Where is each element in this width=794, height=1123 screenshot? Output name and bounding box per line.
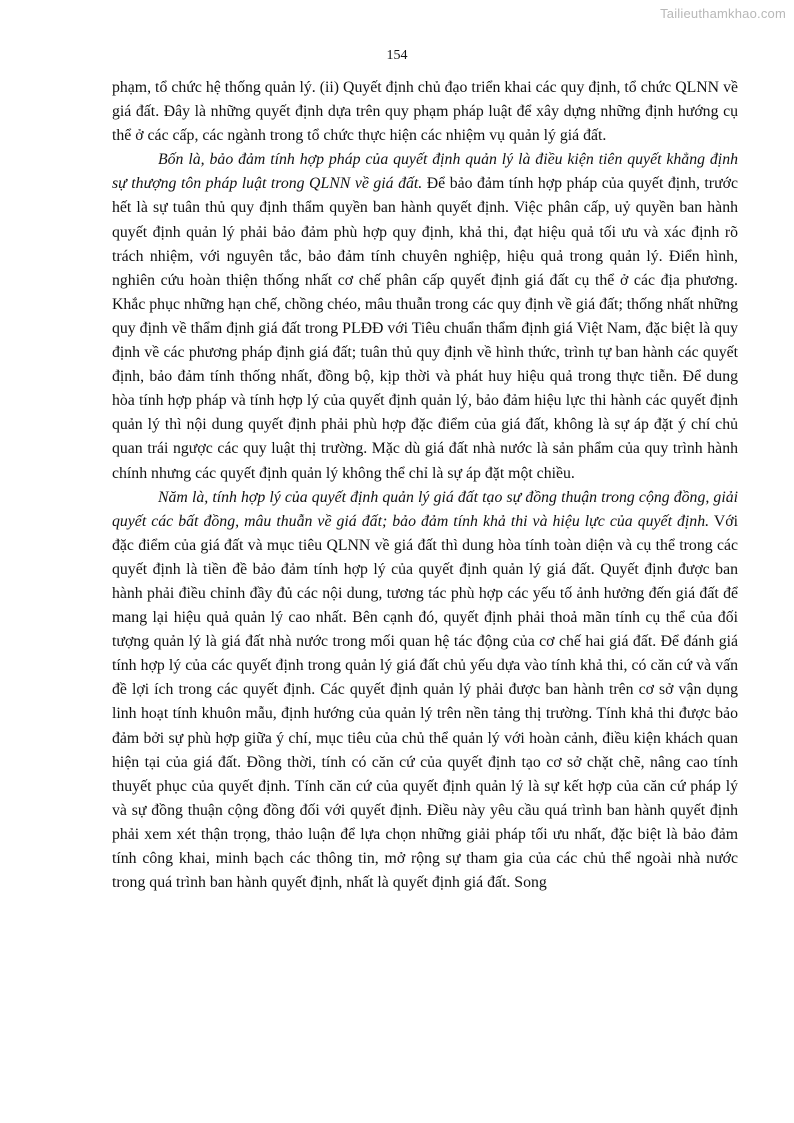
paragraph-1-text: phạm, tổ chức hệ thống quản lý. (ii) Quyết định chủ đạo triển khai các quy định, tổ chức QLNN về giá đất. Đây là những quyết định dựa trên quy phạm pháp luật để xây dựng những định hướng cụ thể ở các cấp, các ngành trong tổ chức thực hiện các nhiệm vụ quản lý giá đất. [112,79,738,145]
paragraph-3-text: Với đặc điểm của giá đất và mục tiêu QLNN về giá đất thì dung hòa tính toàn diện và cụ thể trong các quyết định là tiền đề bảo đảm tính hợp lý của quyết định quản lý giá đất. Quyết định được ban hành phải điều chỉnh đầy đủ các nội dung, tương tác phù hợp các yếu tố ảnh hưởng đến giá đất để mang lại hiệu quả quản lý cao nhất. Bên cạnh đó, quyết định phải thoả mãn tính cụ thể của đối tượng quản lý là giá đất nhà nước trong mối quan hệ tác động của cơ chế hai giá đất. Để đánh giá tính hợp lý của các quyết định trong quản lý giá đất chủ yếu dựa vào tính khả thi, có căn cứ và vấn đề lợi ích trong các quyết định. Các quyết định quản lý phải được ban hành trên cơ sở vận dụng linh hoạt tính khuôn mẫu, định hướng của quản lý trên nền tảng thị trường. Tính khả thi được bảo đảm bởi sự phù hợp giữa ý chí, mục tiêu của chủ thể quản lý với hoàn cảnh, điều kiện khách quan hiện tại của giá đất. Đồng thời, tính có căn cứ của quyết định tạo cơ sở chặt chẽ, nâng cao tính thuyết phục của quyết định. Tính căn cứ của quyết định quản lý là sự kết hợp của căn cứ pháp lý và sự đồng thuận cộng đồng đối với quyết định. Điều này yêu cầu quá trình ban hành quyết định phải xem xét thận trọng, thảo luận để lựa chọn những giải pháp tối ưu nhất, đặc biệt là bảo đảm tính công khai, minh bạch các thông tin, mở rộng sự tham gia của các chủ thể ngoài nhà nước trong quá trình ban hành quyết định, nhất là quyết định giá đất. Song [112,512,738,892]
paragraph-2-text: Để bảo đảm tính hợp pháp của quyết định, trước hết là sự tuân thủ quy định thẩm quyền ban hành quyết định. Việc phân cấp, uỷ quyền ban hành quyết định quản lý phải bảo đảm phù hợp quy định, khả thi, đạt hiệu quả tối ưu và xác định rõ trách nhiệm, với nguyên tắc, bảo đảm tính chuyên nghiệp, hiệu quả trong quản lý. Điển hình, nghiên cứu hoàn thiện thống nhất cơ chế phân cấp quyết định giá đất cụ thể ở các địa phương. Khắc phục những hạn chế, chồng chéo, mâu thuẫn trong các quy định về giá đất; thống nhất những quy định về thẩm định giá đất trong PLĐĐ với Tiêu chuẩn thẩm định giá Việt Nam, đặc biệt là quy định về các phương pháp định giá đất; tuân thủ quy định về hình thức, trình tự ban hành các quyết định, bảo đảm tính thống nhất, đồng bộ, kịp thời và phát huy hiệu quả trong thực tiễn. Để dung hòa tính hợp pháp và tính hợp lý của quyết định quản lý, bảo đảm hiệu lực thi hành các quyết định quản lý thì nội dung quyết định phải phù hợp đặc điểm của giá đất, không là sự áp đặt ý chí chủ quan trái ngược các quy luật thị trường. Mặc dù giá đất nhà nước là sản phẩm của quy trình hành chính nhưng các quyết định quản lý không thể chỉ là sự áp đặt một chiều. [112,175,739,482]
document-body [112,76,738,895]
page-number: 154 [386,48,408,63]
watermark-text: Tailieuthamkhao.com [660,6,786,21]
paragraph-2-italic-lead: Bốn là, bảo đảm tính hợp pháp của quyết định quản lý là điều kiện tiên quyết khẳng định sự thượng tôn pháp luật trong QLNN về giá đất. [112,151,738,193]
paragraph-bon-la [112,148,738,485]
paragraph-nam-la [112,486,738,896]
paragraph-continuation [112,76,738,148]
paragraph-3-italic-lead: Năm là, tính hợp lý của quyết định quản lý giá đất tạo sự đồng thuận trong cộng đồng, giải quyết các bất đồng, mâu thuẫn về giá đất; bảo đảm tính khả thi và hiệu lực của quyết định. [112,488,738,530]
